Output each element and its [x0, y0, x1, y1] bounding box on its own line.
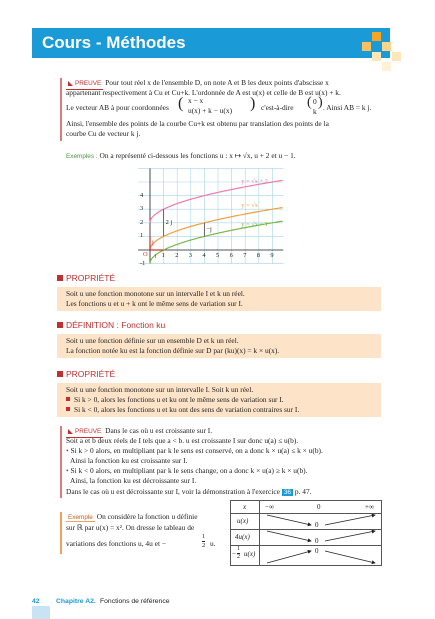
variation-table [230, 500, 382, 566]
table-row-label: u(x) [237, 517, 249, 525]
chapter-title: Fonctions de référence [100, 598, 170, 605]
vector-label-minus-j: −j [206, 225, 212, 233]
y-tick-label: 4 [140, 191, 144, 199]
arrow-down [325, 551, 375, 563]
proof-line: Soit a et b deux réels de I tels que a < b. u est croissante I sur donc u(a) ≤ u(b). [66, 436, 299, 445]
paren-right: ) [250, 95, 256, 112]
deco-tile [372, 32, 381, 41]
page-number: 42 [32, 598, 40, 605]
series-u-plus-2 [150, 180, 283, 222]
proof-line [66, 487, 312, 498]
exercise-link[interactable]: 36 [283, 489, 292, 496]
arrow-down [267, 531, 311, 541]
x-tick-label: 7 [243, 252, 247, 259]
proof-text: Pour tout réel x de l'ensemble D, on note A et B les deux points d'abscisse x [105, 78, 329, 87]
curve-label-u-plus-2: y = √x + 2 [241, 178, 268, 186]
table-header-x: x [243, 503, 247, 511]
y-tick-label: 3 [140, 205, 144, 213]
table-row-fraction [237, 546, 240, 561]
proof-text: Si k > 0 alors, en multipliant par k le sens est conservé, on a donc k × u(a) ≤ k × u(b). [70, 446, 323, 455]
example-line: variations des fonctions u, 4u et − [66, 539, 167, 548]
bullet-icon: • [66, 466, 69, 475]
chapter-label: Chapitre A2. [56, 598, 96, 605]
x-tick-label: 9 [270, 252, 274, 259]
section-square-icon [57, 275, 63, 281]
example-tag: Exemple [68, 514, 93, 521]
section-square-icon [57, 322, 63, 328]
table-value: 0 [315, 547, 319, 555]
fraction-denominator: 2 [237, 554, 240, 560]
property-heading-text: PROPRIÉTÉ [66, 369, 116, 379]
origin-label: O [143, 251, 148, 258]
table-value: 0 [315, 537, 319, 545]
section-square-icon [57, 371, 63, 377]
proof-tag: PREUVE [66, 427, 103, 438]
arrow-up [325, 515, 375, 525]
property-heading [57, 273, 115, 283]
table-row-label: 4u(x) [235, 533, 250, 541]
table-row-label: u(x) [244, 550, 256, 558]
proof-bar [60, 78, 62, 141]
x-tick-label: 5 [216, 252, 220, 259]
table-row-label-sign: − [232, 550, 236, 558]
table-value: 0 [315, 521, 319, 529]
y-tick-label: 1 [140, 232, 144, 240]
vector-top: 0 [313, 97, 317, 106]
fraction-numerator: 1 [202, 533, 206, 540]
proof-text: . Ainsi AB = k j. [323, 103, 372, 112]
example-bar [60, 512, 62, 554]
bullet-icon [66, 407, 70, 411]
x-tick-label: 6 [229, 252, 233, 259]
fraction-numerator: 1 [237, 546, 240, 552]
deco-tile [382, 62, 391, 71]
y-tick-label: -1 [140, 259, 146, 267]
property-line: Les fonctions u et u + k ont le même sens de variation sur I. [66, 299, 243, 308]
property-line: Soit u une fonction monotone sur un intervalle I. Soit k un réel. [66, 385, 254, 394]
deco-tile [392, 52, 401, 61]
curve-label-u-minus-1: y = √x − 1 [241, 220, 268, 228]
example-tag: Exemples : [66, 153, 98, 160]
paren-left: ( [307, 95, 312, 110]
fraction [202, 533, 205, 550]
proof-line: courbe Cu de vecteur k j. [66, 129, 141, 138]
example-line [66, 512, 198, 523]
proof-line [66, 446, 323, 456]
property-text: Si k < 0, alors les fonctions u et ku ont des sens de variation contraires sur I. [74, 405, 300, 414]
x-tick-label: 1 [161, 252, 165, 259]
example-line [66, 151, 296, 162]
proof-line [66, 103, 169, 113]
property-line [66, 395, 284, 405]
definition-line: La fonction notée ku est la fonction définie sur D par (ku)(x) = k × u(x). [66, 346, 280, 355]
property-line [66, 405, 299, 415]
table-header-pinf: +∞ [365, 503, 374, 511]
proof-line: appartenant respectivement à Cu et Cu+k. L'ordonnée de A est u(x) et celle de B est u(x) + k. [66, 88, 341, 97]
property-text: Si k > 0, alors les fonctions u et ku ont le même sens de variation sur I. [74, 395, 284, 404]
deco-tile [382, 42, 391, 51]
example-text: On considère la fonction u définie [96, 512, 198, 521]
bullet-icon [66, 397, 70, 401]
property-heading-text: PROPRIÉTÉ [66, 273, 116, 283]
arrow-down [267, 515, 311, 525]
x-tick-label: 2 [175, 252, 179, 259]
proof-bar [60, 426, 62, 498]
i-label: i [154, 253, 157, 260]
deco-tile [362, 42, 371, 51]
page-title: Cours - Méthodes [42, 33, 186, 52]
matrix-top: x − x [188, 96, 204, 105]
proof-text: c'est-à-dire [261, 103, 294, 112]
arrow-up [267, 551, 311, 563]
proof-text: Le vecteur AB à pour coordonnées [66, 103, 169, 112]
proof-line: Ainsi, l'ensemble des points de la courbe Cu+k est obtenu par translation des points de la [66, 119, 329, 128]
paren-left: ( [178, 95, 184, 112]
fraction-denominator: 2 [202, 542, 206, 549]
x-tick-label: 4 [202, 252, 206, 259]
paren-right: ) [318, 95, 323, 110]
x-tick-label: 8 [256, 252, 260, 259]
proof-text: p. 47. [294, 487, 312, 496]
x-tick-label: 3 [188, 252, 192, 259]
deco-tile [372, 52, 381, 61]
vector-label-2j: 2 j [165, 218, 173, 226]
property-heading [57, 369, 115, 379]
definition-line: Soit u une fonction définie sur un ensemble D et k un réel. [66, 336, 239, 345]
example-line: sur ℝ par u(x) = x². On dresse le tableau de [66, 523, 195, 532]
proof-line: Ainsi, la fonction ku est décroissante sur I. [70, 476, 197, 485]
property-line: Soit u une fonction monotone sur un intervalle I et k un réel. [66, 289, 245, 298]
proof-text: Dans le cas où u est décroissante sur I, voir la démonstration à l'exercice [66, 487, 280, 496]
proof-line [66, 466, 307, 476]
bullet-icon: • [66, 446, 69, 455]
curve-label-u: y = √x [241, 201, 258, 209]
definition-heading [57, 320, 165, 330]
footer-tile [32, 606, 50, 619]
y-tick-label: 2 [140, 218, 144, 226]
matrix-bottom: u(x) + k − u(x) [188, 106, 233, 115]
j-label: j [152, 239, 154, 247]
definition-heading-text: DÉFINITION : Fonction ku [66, 320, 166, 330]
example-text: On a représenté ci-dessous les fonctions u : x ↦ √x, u + 2 et u − 1. [99, 151, 296, 160]
table-header-zero: 0 [317, 503, 321, 511]
proof-text: Si k < 0 alors, en multipliant par k le sens change, on a donc k × u(a) ≥ k × u(b). [70, 466, 308, 475]
vector-bottom: k [313, 107, 317, 116]
example-text: u. [210, 539, 216, 548]
proof-text: Dans le cas où u est croissante sur I. [105, 426, 213, 435]
arrow-up [325, 531, 375, 541]
proof-line: Ainsi la fonction ku est croissante sur I. [70, 456, 188, 465]
table-header-minf: −∞ [265, 503, 274, 511]
variation-arrows [259, 501, 383, 567]
proof-tag: PREUVE [66, 79, 103, 90]
